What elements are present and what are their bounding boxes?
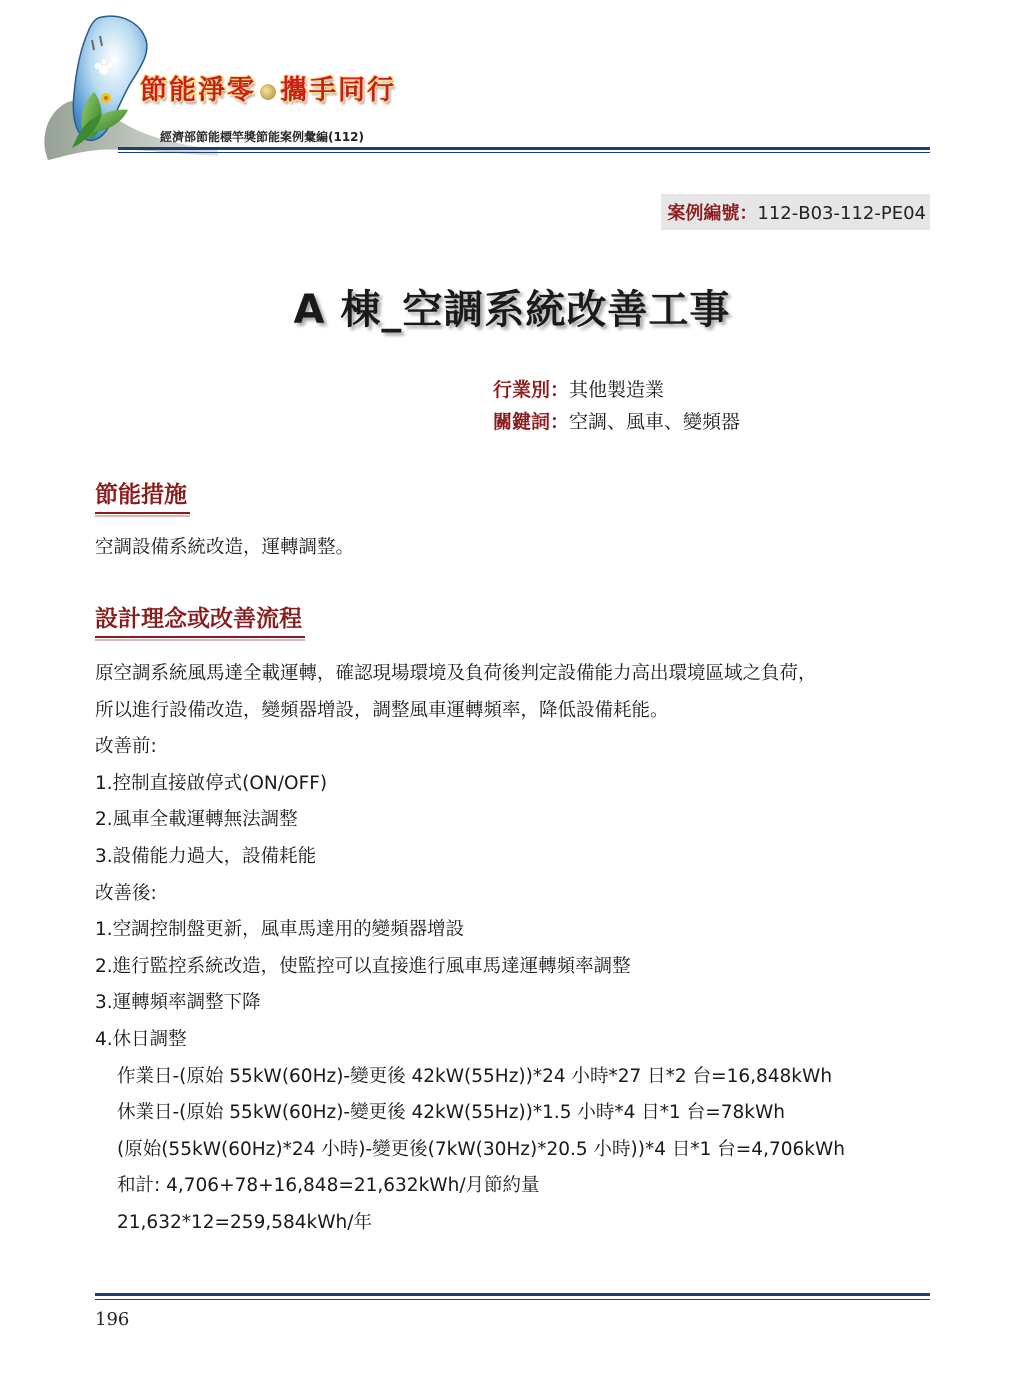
- section-heading-measures-text: 節能措施: [95, 482, 187, 508]
- measures-text: 空調設備系統改造，運轉調整。: [95, 537, 355, 558]
- page-number: 196: [95, 1309, 130, 1330]
- design-line: 1.空調控制盤更新，風車馬達用的變頻器增設: [95, 919, 465, 941]
- design-line: 原空調系統風馬達全載運轉，確認現場環境及負荷後判定設備能力高出環境區域之負荷，: [95, 663, 817, 684]
- keywords-value: 空調、風車、變頻器: [569, 411, 741, 433]
- keywords-row: [493, 406, 740, 438]
- industry-row: [493, 374, 740, 406]
- case-number-box: [661, 194, 930, 230]
- section-heading-design-text: 設計理念或改善流程: [95, 606, 302, 632]
- industry-label: 行業別：: [493, 379, 570, 401]
- footer-divider: [95, 1293, 930, 1296]
- keywords-label: 關鍵詞：: [493, 411, 570, 433]
- section-underline: [95, 512, 190, 514]
- slogan-right: 攜手同行: [280, 75, 396, 106]
- design-line: 改善後:: [95, 882, 157, 904]
- design-line: 2.進行監控系統改造，使監控可以直接進行風車馬達運轉頻率調整: [95, 955, 631, 977]
- footer-divider-thin: [95, 1299, 930, 1300]
- section-underline: [95, 636, 305, 638]
- slogan-separator-icon: [260, 84, 276, 100]
- calc-line: (原始(55kW(60Hz)*24 小時)-變更後(7kW(30Hz)*20.5 小時))*4 日*1 台=4,706kWh: [117, 1138, 845, 1160]
- calc-line: 休業日-(原始 55kW(60Hz)-變更後 42kW(55Hz))*1.5 小時*4 日*1 台=78kWh: [117, 1102, 785, 1124]
- calc-line: 作業日-(原始 55kW(60Hz)-變更後 42kW(55Hz))*24 小時*27 日*2 台=16,848kWh: [117, 1065, 833, 1087]
- page-title: A 棟_空調系統改善工事: [293, 287, 731, 333]
- meta-block: [493, 374, 740, 438]
- header-divider-thin: [118, 152, 930, 153]
- design-line: 改善前:: [95, 736, 157, 758]
- case-number-label: 案例編號：: [667, 203, 758, 224]
- section-heading-design: [95, 600, 302, 638]
- calc-line: 21,632*12=259,584kWh/年: [117, 1211, 372, 1233]
- section-underline-shadow: [95, 515, 190, 517]
- calc-line: 和計: 4,706+78+16,848=21,632kWh/月節約量: [117, 1175, 540, 1197]
- design-body: [95, 656, 955, 1242]
- header-divider: [118, 147, 930, 150]
- design-line: 1.控制直接啟停式(ON/OFF): [95, 772, 328, 794]
- header-subtitle: 經濟部節能標竿獎節能案例彙編(112): [160, 130, 365, 144]
- section-underline-shadow: [95, 639, 305, 641]
- design-line: 所以進行設備改造，變頻器增設，調整風車運轉頻率，降低設備耗能。: [95, 699, 669, 721]
- industry-value: 其他製造業: [569, 379, 665, 401]
- section-heading-measures: [95, 476, 187, 514]
- header-slogan: [140, 68, 396, 107]
- design-line: 3.運轉頻率調整下降: [95, 992, 261, 1014]
- design-line: 3.設備能力過大，設備耗能: [95, 845, 317, 867]
- design-line: 2.風車全載運轉無法調整: [95, 809, 298, 831]
- design-line: 4.休日調整: [95, 1028, 187, 1050]
- slogan-left: 節能淨零: [140, 75, 256, 106]
- case-number-value: 112-B03-112-PE04: [757, 203, 926, 224]
